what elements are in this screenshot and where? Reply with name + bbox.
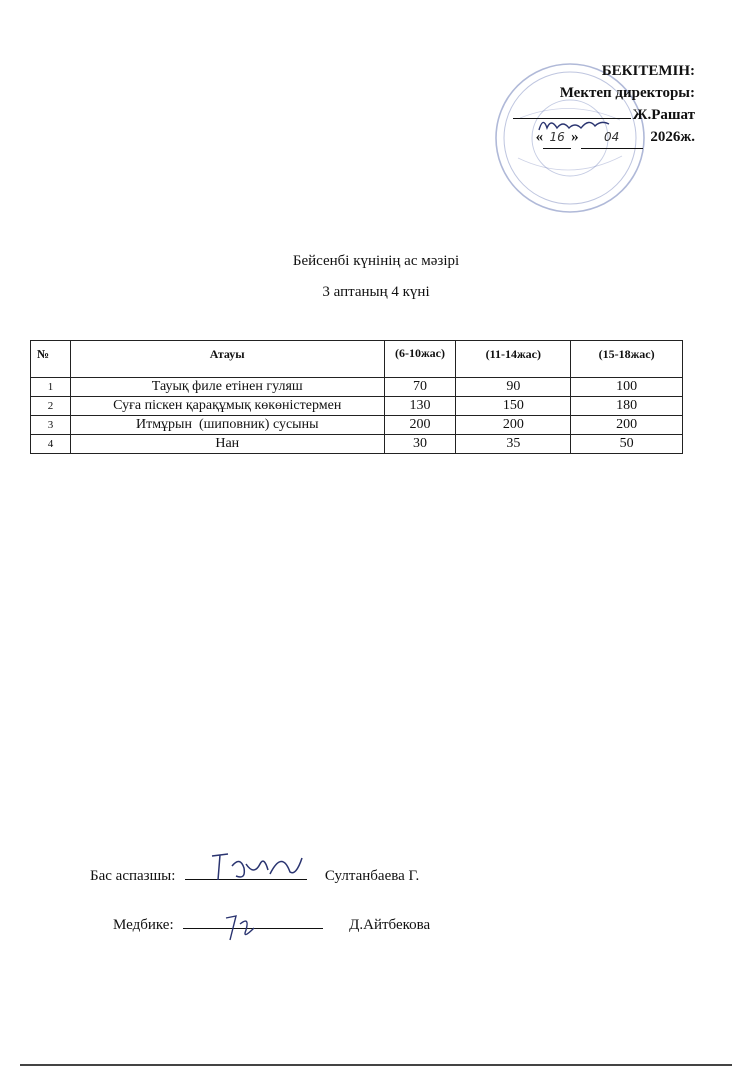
header-age-11-14: (11-14жас) <box>456 341 571 378</box>
menu-table <box>30 340 683 454</box>
row-number: 2 <box>31 397 71 416</box>
dish-name: Суға піскен қарақұмық көкөністермен <box>70 397 384 416</box>
date-close-quote: » <box>571 129 579 145</box>
portion-6-10: 30 <box>384 435 456 454</box>
portion-11-14: 90 <box>456 378 571 397</box>
row-number: 1 <box>31 378 71 397</box>
portion-6-10: 70 <box>384 378 456 397</box>
date-day: 16 <box>543 126 571 149</box>
approval-position: Мектеп директоры: <box>559 85 695 101</box>
header-age-15-18: (15-18жас) <box>571 341 683 378</box>
nurse-label: Медбике: <box>113 917 174 933</box>
portion-11-14: 35 <box>456 435 571 454</box>
portion-6-10: 200 <box>384 416 456 435</box>
table-header-row <box>31 341 683 378</box>
director-name: Ж.Рашат <box>632 107 695 123</box>
portion-11-14: 150 <box>456 397 571 416</box>
row-number: 3 <box>31 416 71 435</box>
table-row <box>31 397 683 416</box>
date-month: 04 <box>581 126 643 149</box>
nurse-signature-scribble <box>220 910 264 944</box>
menu-subtitle: 3 аптаның 4 күні <box>322 284 430 300</box>
header-number: № <box>31 341 71 378</box>
date-year: 2026ж. <box>650 129 695 145</box>
table-row <box>31 435 683 454</box>
page-bottom-edge <box>20 1064 732 1066</box>
dish-name: Нан <box>70 435 384 454</box>
approval-heading: БЕКІТЕМІН: <box>601 63 695 79</box>
dish-name: Итмұрын (шиповник) сусыны <box>70 416 384 435</box>
chef-name: Султанбаева Г. <box>324 868 420 884</box>
portion-11-14: 200 <box>456 416 571 435</box>
nurse-signature-line <box>113 917 430 934</box>
header-age-6-10: (6-10жас) <box>384 341 456 378</box>
portion-15-18: 180 <box>571 397 683 416</box>
portion-15-18: 200 <box>571 416 683 435</box>
chef-label: Бас аспазшы: <box>90 868 176 884</box>
header-name: Атауы <box>70 341 384 378</box>
table-row <box>31 378 683 397</box>
dish-name: Тауық филе етінен гуляш <box>70 378 384 397</box>
date-open-quote: « <box>535 129 544 145</box>
chef-signature-scribble <box>206 846 326 886</box>
portion-15-18: 100 <box>571 378 683 397</box>
row-number: 4 <box>31 435 71 454</box>
portion-6-10: 130 <box>384 397 456 416</box>
menu-title: Бейсенбі күнінің ас мәзірі <box>292 253 460 269</box>
nurse-name: Д.Айтбекова <box>349 917 431 933</box>
table-row <box>31 416 683 435</box>
portion-15-18: 50 <box>571 435 683 454</box>
director-signature-scribble <box>535 112 615 136</box>
